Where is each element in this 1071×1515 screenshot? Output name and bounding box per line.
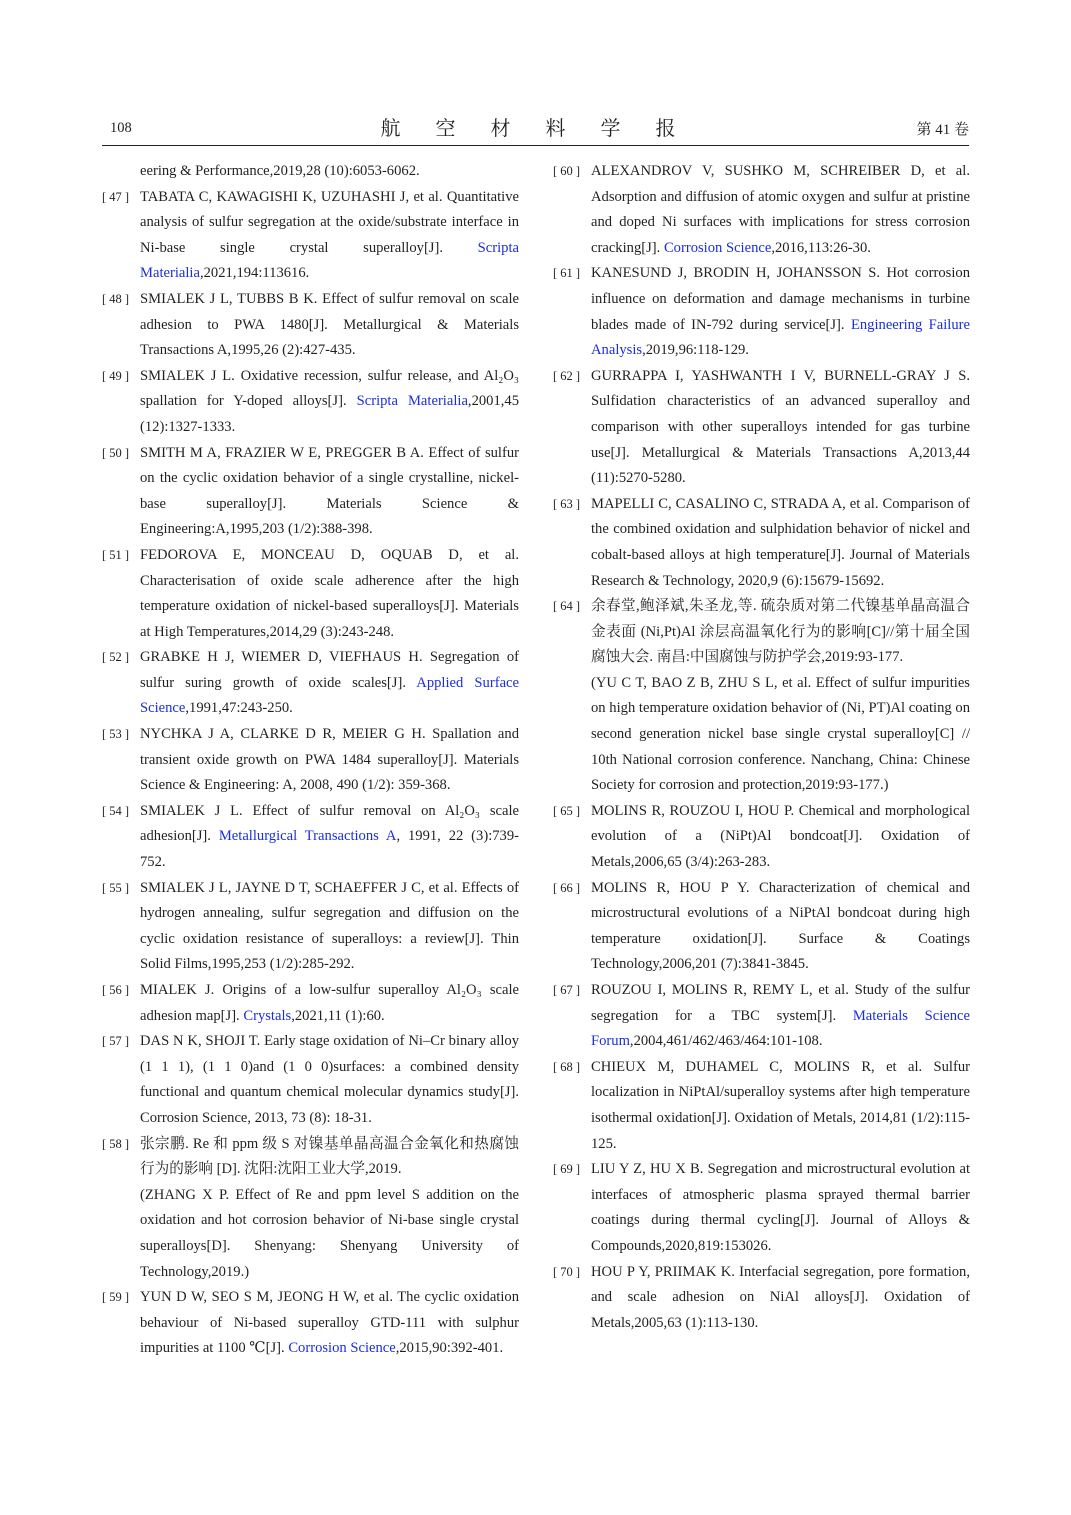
reference-item: [553, 978, 970, 1055]
reference-item: [102, 441, 519, 543]
reference-item: [102, 1029, 519, 1131]
reference-text: [591, 1157, 970, 1259]
reference-tail: ,2016,113:26-30.: [771, 239, 871, 256]
journal-link[interactable]: Scripta Materialia: [140, 239, 519, 282]
reference-text: [140, 287, 519, 364]
reference-text: [591, 799, 970, 876]
reference-text: [140, 159, 519, 185]
reference-text: [591, 1055, 970, 1157]
reference-text: [140, 1285, 519, 1362]
reference-body: MOLINS R, ROUZOU I, HOU P. Chemical and morphological evolution of a (NiPt)Al bondcoat[J]. Oxidation of Metals,2006,65 (3/4):263-283.: [591, 802, 970, 871]
reference-body: SMIALEK J L. Oxidative recession, sulfur release, and Al₂O₃ spallation for Y-doped alloys[J].: [140, 367, 519, 410]
reference-body: SMIALEK J L. Effect of sulfur removal on Al₂O₃ scale adhesion[J].: [140, 802, 519, 845]
reference-tail: ,2015,90:392-401.: [395, 1340, 504, 1357]
reference-item: [102, 645, 519, 722]
reference-body: FEDOROVA E, MONCEAU D, OQUAB D, et al. Characterisation of oxide scale adherence after the high temperature oxidation of nickel-based superalloys[J]. Materials at High Temperatures,2014,29 (3):243-248.: [140, 546, 519, 640]
journal-link[interactable]: Metallurgical Transactions A: [218, 828, 397, 845]
reference-number: [ 70 ]: [553, 1264, 581, 1279]
journal-link[interactable]: Applied Surface Science: [140, 674, 520, 717]
left-column: [102, 159, 519, 1362]
reference-text: [140, 645, 519, 722]
reference-number: [ 68 ]: [553, 1059, 581, 1074]
reference-body: NYCHKA J A, CLARKE D R, MEIER G H. Spallation and transient oxide growth on PWA 1484 superalloy[J]. Materials Science & Engineering: A, 2008, 490 (1/2): 359-368.: [140, 726, 519, 794]
reference-body: LIU Y Z, HU X B. Segregation and microstructural evolution at interfaces of atmospheric plasma sprayed thermal barrier coatings during thermal cycling[J]. Journal of Alloys & Compounds,2020,819:153026.: [591, 1161, 970, 1254]
journal-link[interactable]: Corrosion Science: [663, 239, 772, 256]
reference-item: [553, 594, 970, 799]
reference-number: [ 58 ]: [102, 1136, 130, 1151]
reference-tail: ,1991,47:243-250.: [185, 700, 293, 717]
reference-tail: ,2021,11 (1):60.: [291, 1007, 385, 1024]
reference-item: [102, 287, 519, 364]
reference-tail: ,2004,461/462/463/464:101-108.: [629, 1033, 823, 1050]
reference-body: HOU P Y, PRIIMAK K. Interfacial segregation, pore formation, and scale adhesion on NiAl alloys[J]. Oxidation of Metals,2005,63 (1):113-130.: [591, 1263, 970, 1331]
reference-number: [ 51 ]: [102, 547, 130, 562]
reference-text: [591, 1260, 970, 1337]
reference-tail: ,2019,96:118-129.: [642, 342, 749, 359]
reference-body: MIALEK J. Origins of a low-sulfur superalloy Al₂O₃ scale adhesion map[J].: [140, 982, 519, 1024]
journal-link[interactable]: Materials Science Forum: [591, 1007, 970, 1050]
reference-item: [102, 978, 519, 1029]
reference-number: [ 64 ]: [553, 599, 581, 614]
reference-text: [591, 978, 970, 1055]
reference-number: [ 65 ]: [553, 803, 581, 818]
reference-number: [ 66 ]: [553, 880, 581, 895]
reference-number: [ 61 ]: [553, 266, 581, 281]
reference-text: [591, 876, 970, 978]
reference-body: MAPELLI C, CASALINO C, STRADA A, et al. Comparison of the combined oxidation and sulphidation behavior of nickel and cobalt-based alloys at high temperature[J]. Journal of Materials Research & Technology, 2020,9 (6):15679-15692.: [591, 495, 970, 589]
reference-text: [140, 185, 519, 287]
reference-text: [591, 492, 970, 594]
reference-text: [140, 876, 519, 978]
reference-body: ALEXANDROV V, SUSHKO M, SCHREIBER D, et al. Adsorption and diffusion of atomic oxygen and sulfur at pristine and doped Ni surfaces with implications for stress corrosion cracking[J].: [591, 163, 970, 256]
reference-item: [102, 1132, 519, 1286]
page-number: 108: [110, 120, 132, 136]
reference-item: [102, 722, 519, 799]
reference-item: [553, 876, 970, 978]
reference-body: MOLINS R, HOU P Y. Characterization of chemical and microstructural evolutions of a NiPtAl bondcoat during high temperature oxidation[J]. Surface & Coatings Technology,2006,201 (7):3841-3845.: [591, 879, 970, 973]
reference-number: [ 54 ]: [102, 803, 130, 818]
journal-link[interactable]: Crystals: [243, 1007, 292, 1024]
reference-text: [591, 159, 970, 261]
reference-body: 张宗鹏. Re 和 ppm 级 S 对镍基单晶高温合金氧化和热腐蚀行为的影响 [D]. 沈阳:沈阳工业大学,2019.: [140, 1135, 519, 1178]
reference-body: KANESUND J, BRODIN H, JOHANSSON S. Hot corrosion influence on deformation and damage mechanisms in turbine blades made of IN-792 during service[J].: [591, 265, 970, 333]
reference-item: [102, 159, 519, 185]
reference-text: [591, 364, 970, 492]
reference-number: [ 63 ]: [553, 496, 581, 511]
reference-translation: (YU C T, BAO Z B, ZHU S L, et al. Effect of sulfur impurities on high temperature oxidation behavior of (Ni, PT)Al coating on second generation nickel base single crystal superalloy[C] // 10th National corrosion conference. Nanchang, China: Chinese Society for corrosion and protection,2019:93-177.): [591, 674, 970, 794]
reference-item: [102, 364, 519, 441]
reference-body: GRABKE H J, WIEMER D, VIEFHAUS H. Segregation of sulfur suring growth of oxide scales[J].: [140, 649, 519, 691]
reference-item: [553, 492, 970, 594]
reference-tail: , 1991, 22 (3):739-752.: [140, 828, 519, 871]
reference-item: [102, 543, 519, 645]
reference-text: [140, 978, 519, 1029]
reference-number: [ 48 ]: [102, 291, 130, 306]
journal-link[interactable]: Scripta Materialia: [356, 393, 468, 410]
reference-text: [140, 1029, 519, 1131]
reference-body: SMIALEK J L, TUBBS B K. Effect of sulfur removal on scale adhesion to PWA 1480[J]. Metallurgical & Materials Transactions A,1995,26 (2):427-435.: [140, 290, 519, 359]
reference-item: [102, 1285, 519, 1362]
reference-number: [ 53 ]: [102, 727, 130, 742]
journal-title: 航 空 材 料 学 报: [380, 118, 691, 140]
reference-item: [102, 876, 519, 978]
reference-item: [553, 261, 970, 363]
reference-body: SMITH M A, FRAZIER W E, PREGGER B A. Effect of sulfur on the cyclic oxidation behavior of a single crystalline, nickel-base superalloy[J]. Materials Science & Engineering:A,1995,203 (1/2):388-398.: [140, 444, 519, 538]
reference-body: ROUZOU I, MOLINS R, REMY L, et al. Study of the sulfur segregation for a TBC system[J].: [591, 982, 970, 1024]
reference-body: SMIALEK J L, JAYNE D T, SCHAEFFER J C, et al. Effects of hydrogen annealing, sulfur segregation and diffusion on the cyclic oxidation resistance of superalloys: a review[J]. Thin Solid Films,1995,253 (1/2):285-292.: [140, 879, 519, 973]
reference-item: [553, 1157, 970, 1259]
right-column: [553, 159, 970, 1336]
reference-number: [ 67 ]: [553, 983, 581, 997]
reference-item: [553, 1260, 970, 1337]
reference-item: [553, 799, 970, 876]
reference-tail: ,2001,45 (12):1327-1333.: [140, 393, 519, 435]
reference-number: [ 62 ]: [553, 368, 581, 383]
reference-tail: ,2021,194:113616.: [199, 265, 310, 282]
journal-link[interactable]: Engineering Failure Analysis: [591, 316, 970, 359]
reference-body: 余春堂,鲍泽斌,朱圣龙,等. 硫杂质对第二代镍基单晶高温合金表面 (Ni,Pt)Al 涂层高温氧化行为的影响[C]//第十届全国腐蚀大会. 南昌:中国腐蚀与防护学会,2019:93-177.: [591, 598, 970, 666]
reference-number: [ 57 ]: [102, 1034, 130, 1049]
reference-item: [553, 159, 970, 261]
reference-number: [ 69 ]: [553, 1162, 581, 1177]
reference-text: [140, 543, 519, 645]
journal-link[interactable]: Corrosion Science: [288, 1340, 396, 1357]
reference-body: CHIEUX M, DUHAMEL C, MOLINS R, et al. Sulfur localization in NiPtAl/superalloy systems after high temperature isothermal oxidation[J]. Oxidation of Metals, 2014,81 (1/2):115-125.: [591, 1058, 970, 1152]
reference-text: [140, 722, 519, 799]
reference-number: [ 47 ]: [102, 189, 130, 204]
reference-text: [140, 1132, 519, 1183]
reference-number: [ 49 ]: [102, 368, 130, 383]
reference-body: GURRAPPA I, YASHWANTH I V, BURNELL-GRAY J S. Sulfidation characteristics of an advanced superalloy and comparison with other superalloys intended for gas turbine use[J]. Metallurgical & Materials Transactions A,2013,44 (11):5270-5280.: [591, 367, 970, 487]
reference-text: [140, 441, 519, 543]
reference-text: [140, 799, 519, 876]
reference-item: [102, 799, 519, 876]
reference-item: [553, 1055, 970, 1157]
reference-body: TABATA C, KAWAGISHI K, UZUHASHI J, et al. Quantitative analysis of sulfur segregation at the oxide/substrate interface in Ni-base single crystal superalloy[J].: [140, 188, 519, 256]
reference-translation: (ZHANG X P. Effect of Re and ppm level S addition on the oxidation and hot corrosion behavior of Ni-base single crystal superalloys[D]. Shenyang: Shenyang University of Technology,2019.): [140, 1186, 519, 1280]
reference-text: [591, 261, 970, 363]
reference-item: [102, 185, 519, 287]
reference-number: [ 56 ]: [102, 983, 130, 997]
reference-body: DAS N K, SHOJI T. Early stage oxidation of Ni–Cr binary alloy (1 1 1), (1 1 0)and (1 0 0)surfaces: a combined density functional and quantum chemical molecular dynamics study[J]. Corrosion Science, 2013, 73 (8): 18-31.: [140, 1033, 519, 1126]
reference-text: [140, 364, 519, 441]
reference-item: [553, 364, 970, 492]
reference-text: [591, 594, 970, 671]
reference-number: [ 50 ]: [102, 445, 130, 460]
reference-number: [ 52 ]: [102, 650, 130, 665]
reference-body: YUN D W, SEO S M, JEONG H W, et al. The cyclic oxidation behaviour of Ni-based superalloy GTD-111 with sulphur impurities at 1100 ℃[J].: [140, 1289, 519, 1357]
reference-number: [ 59 ]: [102, 1290, 130, 1305]
header-rule: [102, 145, 969, 146]
reference-body: eering & Performance,2019,28 (10):6053-6062.: [140, 163, 420, 179]
reference-number: [ 55 ]: [102, 880, 130, 895]
volume-label: 第 41 卷: [916, 122, 969, 138]
page-header: [102, 112, 969, 142]
reference-number: [ 60 ]: [553, 164, 581, 178]
